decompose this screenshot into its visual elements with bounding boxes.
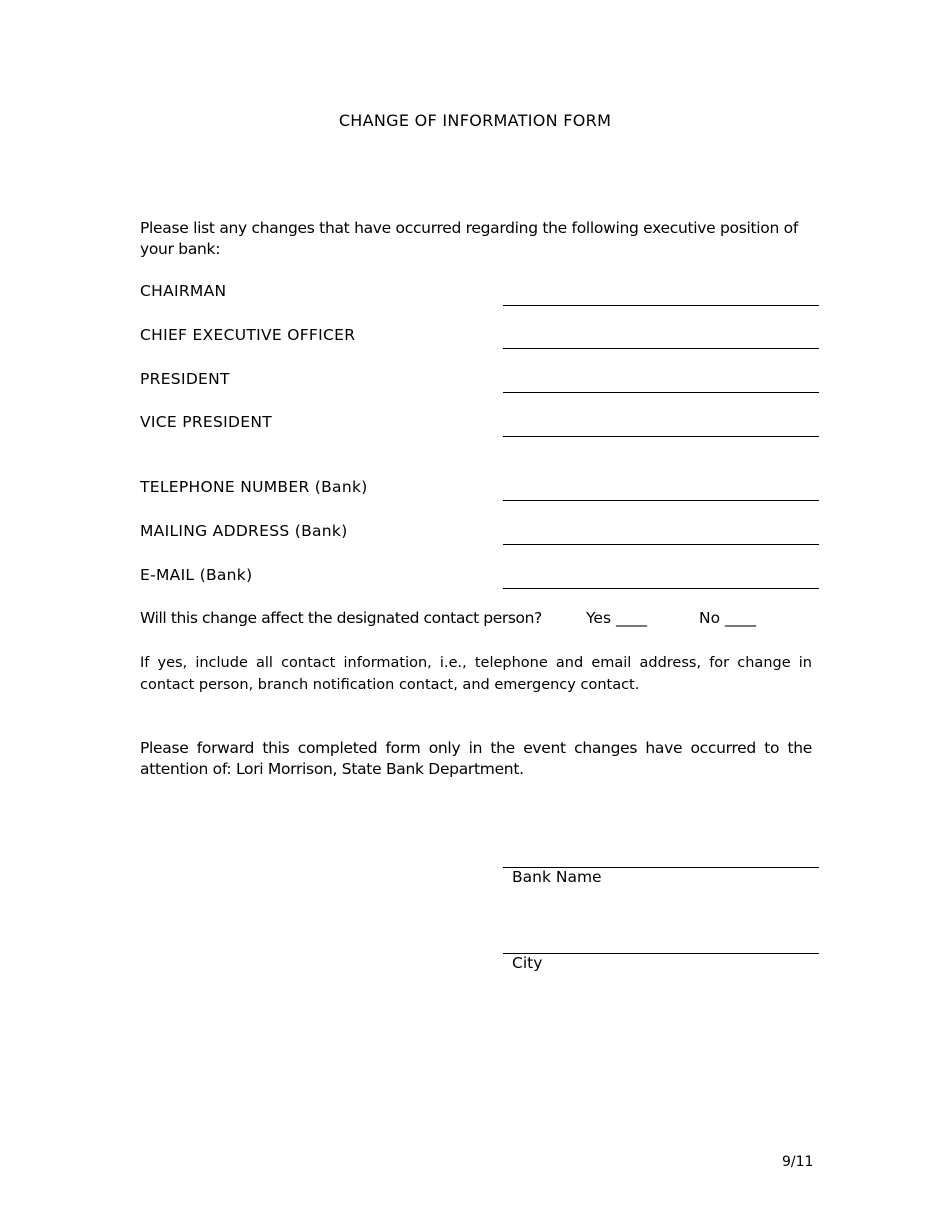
chairman-field[interactable]: [503, 305, 819, 306]
ceo-field[interactable]: [503, 348, 819, 349]
vice-president-field[interactable]: [503, 436, 819, 437]
telephone-field[interactable]: [503, 500, 819, 501]
mailing-address-field[interactable]: [503, 544, 819, 545]
page-number: 9/11: [782, 1154, 814, 1170]
president-label: PRESIDENT: [140, 370, 230, 388]
yes-option[interactable]: Yes ____: [586, 609, 647, 627]
if-yes-note: If yes, include all contact information, i.e., telephone and email address, for change in contact person, branch notification contact, and emergency contact.: [140, 655, 812, 693]
telephone-label: TELEPHONE NUMBER (Bank): [140, 478, 368, 496]
mailing-address-label: MAILING ADDRESS (Bank): [140, 522, 348, 540]
email-field[interactable]: [503, 588, 819, 589]
president-field[interactable]: [503, 392, 819, 393]
intro-text: Please list any changes that have occurred regarding the following executive position of your bank:: [140, 219, 798, 258]
form-title: CHANGE OF INFORMATION FORM: [338, 111, 612, 130]
contact-question: Will this change affect the designated contact person?: [140, 609, 542, 627]
city-label: City: [512, 954, 543, 972]
ceo-label: CHIEF EXECUTIVE OFFICER: [140, 326, 356, 344]
email-label: E-MAIL (Bank): [140, 566, 253, 584]
vice-president-label: VICE PRESIDENT: [140, 413, 273, 431]
chairman-label: CHAIRMAN: [140, 282, 227, 300]
forward-note: Please forward this completed form only in the event changes have occurred to the attention of: Lori Morrison, State Bank Department.: [140, 739, 812, 778]
no-option[interactable]: No ____: [699, 609, 757, 627]
city-field[interactable]: [503, 953, 819, 954]
bank-name-label: Bank Name: [512, 868, 602, 886]
